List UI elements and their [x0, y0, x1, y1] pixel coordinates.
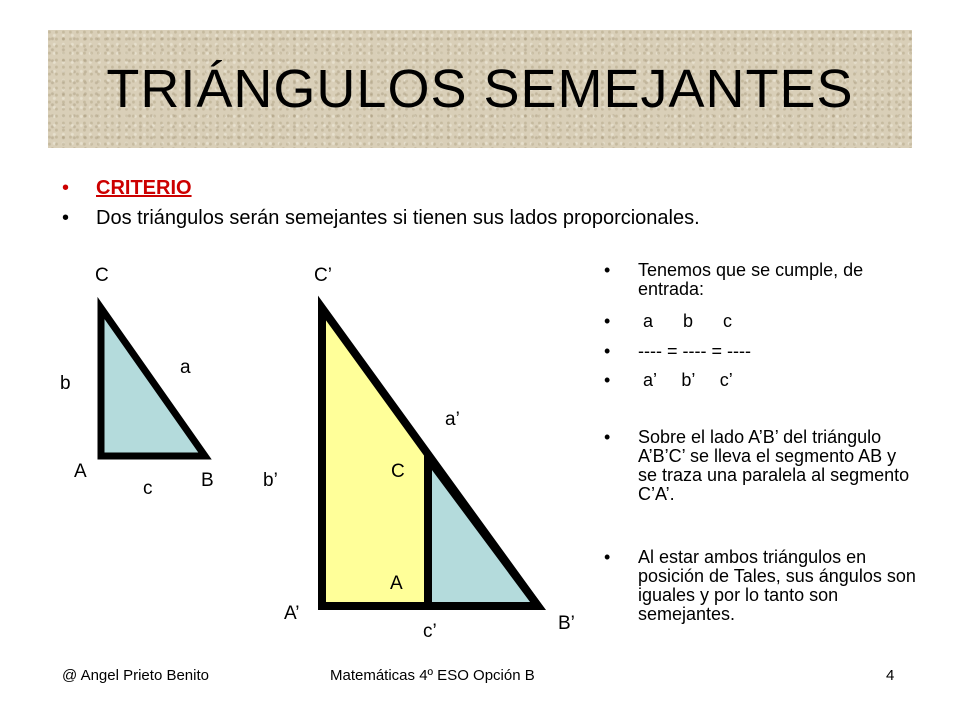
para1-text: Sobre el lado A’B’ del triángulo A’B’C’ se lleva el segmento AB y se traza una paralela al segmento C’A’. — [638, 427, 910, 504]
denominators: a’ b’ c’ — [638, 370, 733, 390]
fraction-bars: ---- = ---- = ---- — [638, 341, 751, 361]
rp-para1 — [604, 428, 918, 538]
label-C-prime: C’ — [314, 265, 332, 286]
label-a: a — [180, 357, 191, 378]
numerators: a b c — [638, 311, 733, 331]
small-triangle — [101, 308, 205, 456]
inner-triangle — [428, 458, 538, 606]
footer-page-number: 4 — [886, 667, 895, 684]
label-c-prime: c’ — [423, 621, 437, 642]
bullet-dot: • — [604, 311, 611, 331]
bullet-dot: • — [604, 427, 611, 447]
criterio-heading: CRITERIO — [96, 177, 192, 199]
rp-intro — [604, 261, 914, 301]
statement-text: Dos triángulos serán semejantes si tienen sus lados proporcionales. — [96, 207, 700, 229]
label-b: b — [60, 373, 71, 394]
intro-text: Tenemos que se cumple, de entrada: — [638, 260, 864, 299]
label-C: C — [95, 265, 109, 286]
bullet-dot: • — [62, 207, 70, 229]
label-c: c — [143, 478, 153, 499]
footer-author: @ Angel Prieto Benito — [62, 667, 209, 684]
bullet-dot: • — [604, 547, 611, 567]
label-b-prime: b’ — [263, 470, 278, 491]
label-A-prime: A’ — [284, 603, 300, 624]
bullet-dot: • — [62, 177, 70, 199]
page-title: TRIÁNGULOS SEMEJANTES — [106, 59, 854, 119]
label-inner-A: A — [390, 573, 403, 594]
label-B-prime: B’ — [558, 613, 575, 634]
bullet-dot: • — [604, 341, 611, 361]
para2-text: Al estar ambos triángulos en posición de Tales, sus ángulos son iguales y por lo tanto son semejantes. — [638, 547, 916, 624]
label-inner-C: C — [391, 461, 405, 482]
bullet-dot: • — [604, 370, 611, 390]
rp-para2 — [604, 548, 918, 640]
label-a-prime: a’ — [445, 409, 460, 430]
rp-den-row — [604, 371, 914, 391]
rp-eq-row — [604, 342, 914, 362]
footer-course: Matemáticas 4º ESO Opción B — [330, 667, 535, 684]
label-B: B — [201, 470, 214, 491]
rp-num-row — [604, 312, 914, 332]
bullet-dot: • — [604, 260, 611, 280]
label-A: A — [74, 461, 87, 482]
